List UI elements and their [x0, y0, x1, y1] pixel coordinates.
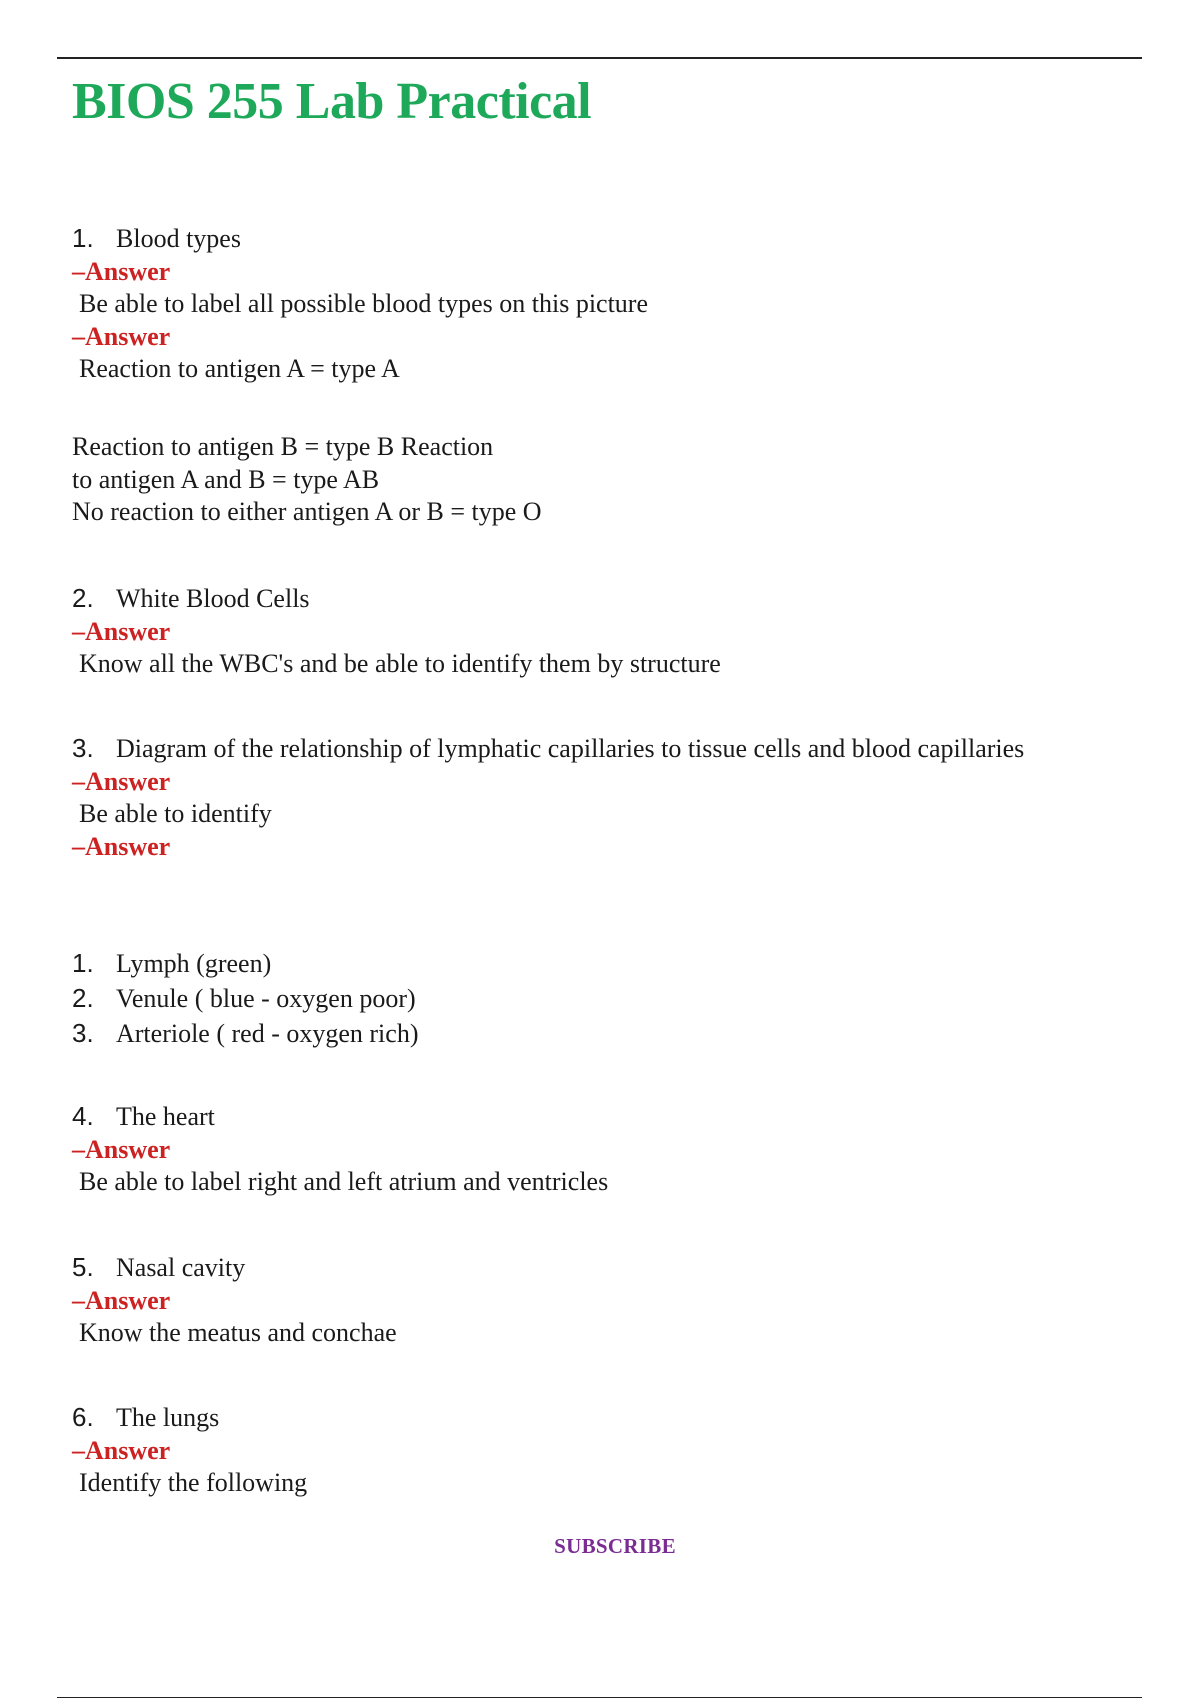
question-4-line	[72, 1100, 608, 1134]
question-1-text: Blood types	[116, 224, 241, 253]
question-4-number: 4.	[72, 1101, 94, 1131]
question-1-answer-1: Be able to label all possible blood types on this picture	[79, 289, 649, 318]
blood-type-notes	[72, 431, 542, 529]
answer-label: –Answer	[72, 256, 171, 286]
list-item-text: Lymph (green)	[116, 949, 272, 978]
list-item	[72, 1016, 418, 1051]
question-6-number: 6.	[72, 1402, 94, 1432]
question-2-text: White Blood Cells	[116, 584, 310, 613]
list-item-text: Venule ( blue - oxygen poor)	[116, 984, 416, 1013]
blood-type-note-1: Reaction to antigen B = type B Reaction	[72, 432, 494, 461]
question-3	[72, 732, 1024, 863]
bottom-rule	[57, 1697, 1142, 1698]
answer-label: –Answer	[72, 321, 171, 351]
list-item-number: 2.	[72, 983, 94, 1013]
vessel-list	[72, 946, 418, 1051]
question-4-text: The heart	[116, 1102, 215, 1131]
question-6-text: The lungs	[116, 1403, 220, 1432]
list-item-number: 3.	[72, 1018, 94, 1048]
question-5-answer: Know the meatus and conchae	[79, 1318, 397, 1347]
list-item-text: Arteriole ( red - oxygen rich)	[116, 1019, 419, 1048]
question-3-answer: Be able to identify	[79, 799, 272, 828]
answer-label: –Answer	[72, 616, 171, 646]
question-5	[72, 1251, 397, 1350]
question-1-answer-2: Reaction to antigen A = type A	[79, 354, 400, 383]
top-rule	[57, 57, 1142, 59]
question-5-line	[72, 1251, 397, 1285]
blood-type-note-2: to antigen A and B = type AB	[72, 464, 380, 494]
answer-label: –Answer	[72, 766, 171, 796]
question-2-number: 2.	[72, 583, 94, 613]
question-1-line	[72, 222, 648, 256]
list-item	[72, 981, 418, 1016]
question-2	[72, 582, 721, 681]
question-1-number: 1.	[72, 223, 94, 253]
question-5-number: 5.	[72, 1252, 94, 1282]
document-title: BIOS 255 Lab Practical	[72, 73, 592, 130]
question-6-answer: Identify the following	[79, 1468, 308, 1497]
question-3-number: 3.	[72, 733, 94, 763]
question-3-line	[72, 732, 1024, 766]
question-6-line	[72, 1401, 307, 1435]
question-1	[72, 222, 648, 386]
question-5-text: Nasal cavity	[116, 1253, 246, 1282]
question-6	[72, 1401, 307, 1500]
question-2-line	[72, 582, 721, 616]
blood-type-note-3: No reaction to either antigen A or B = type O	[72, 497, 542, 526]
answer-label: –Answer	[72, 1435, 171, 1465]
question-4-answer: Be able to label right and left atrium and ventricles	[79, 1167, 609, 1196]
question-3-text: Diagram of the relationship of lymphatic capillaries to tissue cells and blood capillaries	[116, 734, 1025, 763]
list-item	[72, 946, 418, 981]
list-item-number: 1.	[72, 948, 94, 978]
question-4	[72, 1100, 608, 1199]
answer-label: –Answer	[72, 831, 171, 861]
answer-label: –Answer	[72, 1285, 171, 1315]
answer-label: –Answer	[72, 1134, 171, 1164]
question-2-answer: Know all the WBC's and be able to identify them by structure	[79, 649, 721, 678]
subscribe-link[interactable]: SUBSCRIBE	[554, 1534, 676, 1558]
